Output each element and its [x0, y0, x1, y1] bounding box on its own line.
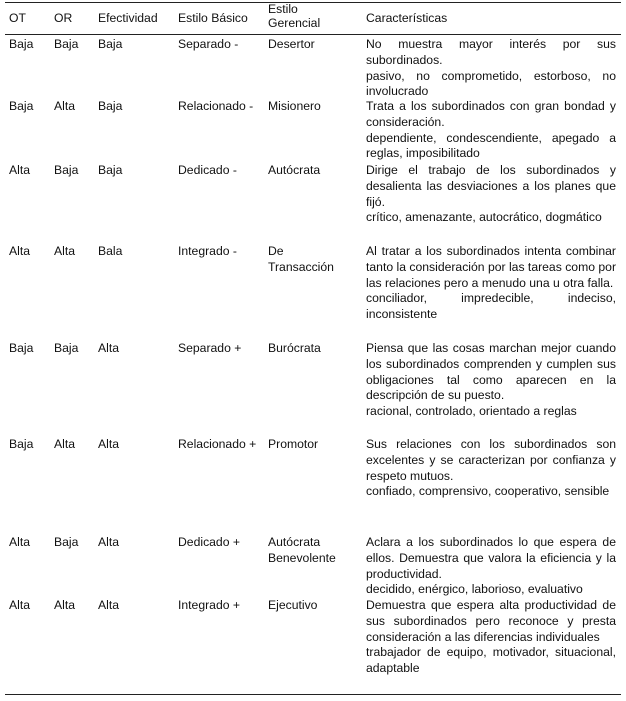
cell-or: Baja	[54, 163, 79, 177]
cell-efectividad: Alta	[98, 598, 120, 612]
cell-efectividad: Baja	[98, 163, 123, 177]
header-estilo-gerencial: Estilo Gerencial	[268, 2, 321, 30]
cell-descripcion: No muestra mayor interés por sus subordinados.	[366, 37, 616, 67]
cell-caracteristicas	[366, 37, 616, 100]
cell-or: Alta	[54, 598, 76, 612]
cell-ot: Baja	[9, 37, 34, 51]
cell-efectividad: Baja	[98, 37, 123, 51]
cell-estilo-gerencial: Autócrata	[268, 163, 321, 177]
cell-descripcion: Al tratar a los subordinados intenta combinar tanto la consideración por las tareas como por las relaciones pero a menudo una u otra falla.	[366, 244, 616, 290]
cell-rasgos: dependiente, condescendiente, apegado a reglas, imposibilitado	[366, 130, 616, 161]
cell-rasgos: racional, controlado, orientado a reglas	[366, 404, 577, 419]
header-ot: OT	[9, 11, 26, 25]
cell-rasgos: confiado, comprensivo, cooperativo, sensible	[366, 484, 610, 499]
cell-caracteristicas	[366, 163, 616, 226]
cell-or: Baja	[54, 535, 79, 549]
cell-caracteristicas	[366, 341, 616, 420]
cell-caracteristicas	[366, 598, 616, 677]
cell-estilo-basico: Separado -	[178, 37, 239, 51]
cell-estilo-gerencial: Burócrata	[268, 341, 321, 355]
cell-ot: Alta	[9, 535, 31, 549]
cell-estilo-basico: Relacionado +	[178, 437, 257, 451]
cell-efectividad: Bala	[98, 244, 123, 258]
cell-rasgos: conciliador, impredecible, indeciso, inconsistente	[366, 291, 616, 322]
cell-rasgos: pasivo, no comprometido, estorboso, no involucrado	[366, 68, 616, 99]
cell-estilo-basico: Separado +	[178, 341, 242, 355]
cell-caracteristicas	[366, 244, 616, 323]
cell-estilo-gerencial: Promotor	[268, 437, 319, 451]
cell-ot: Baja	[9, 99, 34, 113]
header-rule	[5, 34, 621, 35]
cell-efectividad: Alta	[98, 437, 120, 451]
cell-estilo-gerencial: Autócrata Benevolente	[268, 535, 336, 565]
cell-efectividad: Alta	[98, 341, 120, 355]
cell-estilo-basico: Dedicado +	[178, 535, 240, 549]
cell-rasgos: crítico, amenazante, autocrático, dogmático	[366, 210, 602, 225]
cell-or: Alta	[54, 99, 76, 113]
header-caracteristicas: Características	[366, 11, 448, 25]
cell-or: Alta	[54, 244, 76, 258]
cell-ot: Alta	[9, 163, 31, 177]
cell-estilo-basico: Integrado +	[178, 598, 241, 612]
table-bottom-rule	[5, 694, 621, 695]
header-efectividad: Efectividad	[98, 11, 158, 25]
cell-or: Baja	[54, 37, 79, 51]
cell-descripcion: Aclara a los subordinados lo que espera de ellos. Demuestra que valora la eficiencia y la productividad.	[366, 535, 616, 581]
cell-estilo-basico: Integrado -	[178, 244, 237, 258]
cell-descripcion: Sus relaciones con los subordinados son excelentes y se caracterizan por confianza y respeto mutuos.	[366, 437, 616, 483]
cell-estilo-gerencial: Misionero	[268, 99, 321, 113]
cell-or: Alta	[54, 437, 76, 451]
cell-estilo-gerencial: Desertor	[268, 37, 315, 51]
cell-estilo-basico: Relacionado -	[178, 99, 254, 113]
cell-estilo-basico: Dedicado -	[178, 163, 237, 177]
cell-ot: Baja	[9, 437, 34, 451]
header-or: OR	[54, 11, 73, 25]
cell-ot: Baja	[9, 341, 34, 355]
cell-efectividad: Alta	[98, 535, 120, 549]
cell-ot: Alta	[9, 598, 31, 612]
cell-caracteristicas	[366, 535, 616, 598]
header-estilo-basico: Estilo Básico	[178, 11, 248, 25]
cell-caracteristicas	[366, 437, 616, 500]
cell-efectividad: Baja	[98, 99, 123, 113]
cell-descripcion: Dirige el trabajo de los subordinados y desalienta las desviaciones a los planes que fijó.	[366, 163, 616, 209]
cell-descripcion: Trata a los subordinados con gran bondad y consideración.	[366, 99, 616, 129]
cell-estilo-gerencial: Ejecutivo	[268, 598, 318, 612]
cell-rasgos: trabajador de equipo, motivador, situacional, adaptable	[366, 645, 616, 676]
cell-descripcion: Piensa que las cosas marchan mejor cuando los subordinados comprenden y cumplen sus obligaciones tal como aparecen en la descripción de su puesto.	[366, 341, 616, 403]
cell-estilo-gerencial: De Transacción	[268, 244, 334, 274]
cell-caracteristicas	[366, 99, 616, 162]
cell-rasgos: decidido, enérgico, laborioso, evaluativo	[366, 582, 583, 597]
cell-or: Baja	[54, 341, 79, 355]
cell-ot: Alta	[9, 244, 31, 258]
cell-descripcion: Demuestra que espera alta productividad de sus subordinados pero reconoce y presta consideración a las diferencias individuales	[366, 598, 616, 644]
